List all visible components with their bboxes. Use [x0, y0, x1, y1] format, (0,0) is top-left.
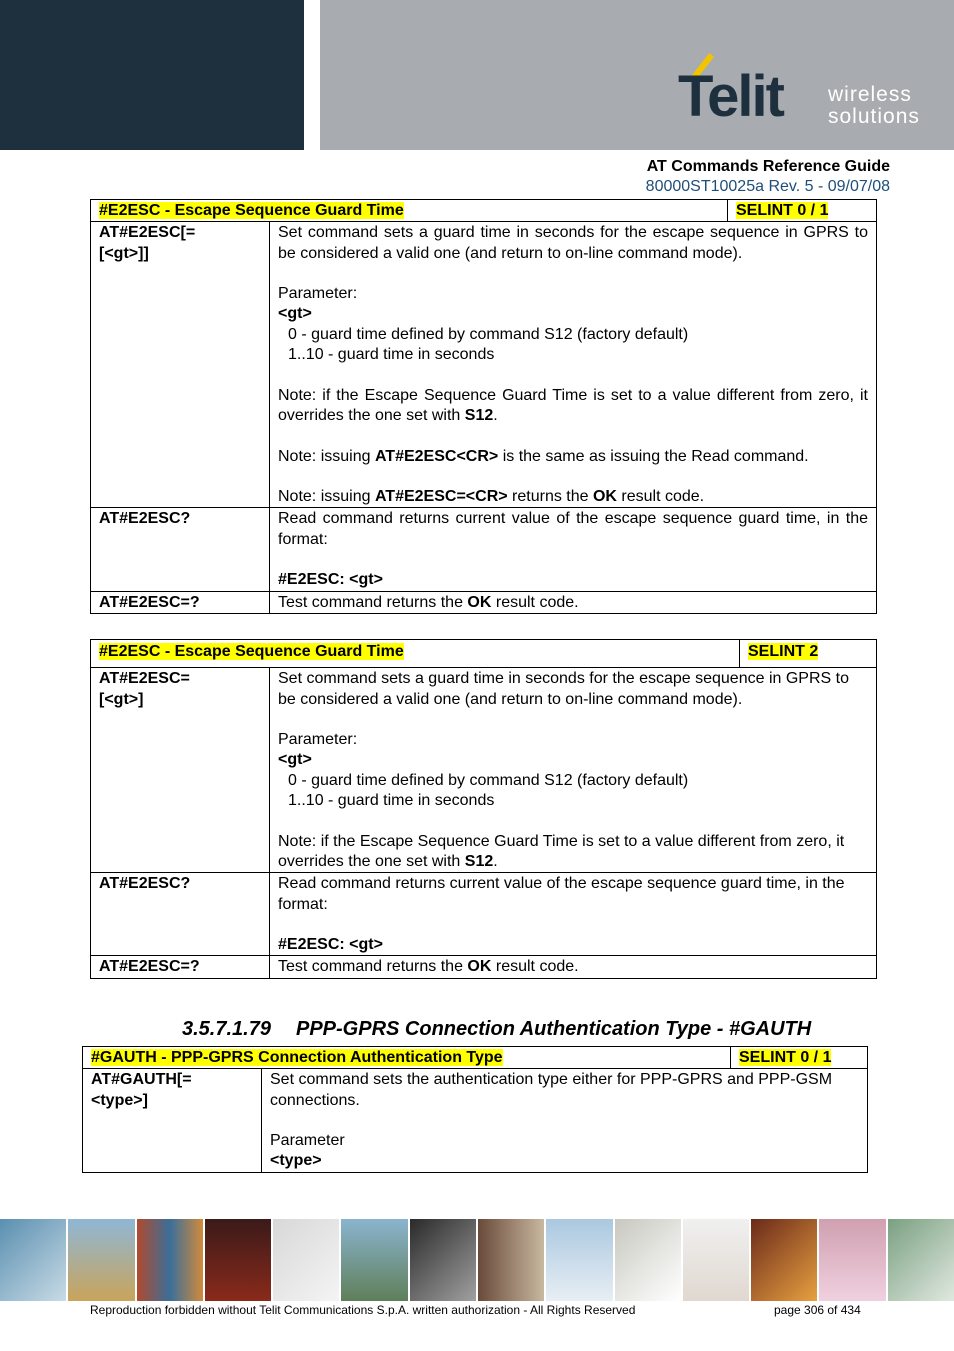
logo-tagline: wireless solutions: [828, 83, 920, 128]
set-command-description: Set command sets a guard time in seconds for the escape sequence in GPRS to be considered a valid one (and return to on-line command mode). Parameter: <gt> 0 - guard time defined by command S12 (factory default) 1..10 - guard time in seconds Note: if the Escape Sequence Guard Time is set to a value different from zero, it overrides the one set with S12.: [270, 668, 877, 873]
photo-tile: [341, 1219, 407, 1301]
photo-tile: [410, 1219, 476, 1301]
section-heading: [182, 1018, 811, 1041]
note: Note: if the Escape Sequence Guard Time is set to a value different from zero, it overrides the one set with S12.: [278, 386, 868, 424]
read-command-cell: AT#E2ESC?: [91, 508, 270, 591]
photo-tile: [546, 1219, 612, 1301]
read-command-description: Read command returns current value of the escape sequence guard time, in the format: #E2ESC: <gt>: [270, 508, 877, 591]
gauth-table-selint01: [82, 1046, 868, 1173]
selint-badge: SELINT 0 / 1: [736, 202, 829, 219]
table-title: #GAUTH - PPP-GPRS Connection Authentication Type: [91, 1049, 503, 1066]
photo-tile: [205, 1219, 271, 1301]
photo-tile: [68, 1219, 134, 1301]
selint-badge: SELINT 2: [748, 643, 819, 660]
footer-page-number: page 306 of 434: [774, 1303, 861, 1317]
photo-tile: [888, 1219, 954, 1301]
logo-wordmark: Telit: [678, 64, 783, 129]
selint-badge: SELINT 0 / 1: [739, 1049, 832, 1066]
document-title: AT Commands Reference Guide: [646, 158, 890, 175]
e2esc-table-selint01: [90, 199, 877, 614]
note: Note: issuing AT#E2ESC<CR> is the same as issuing the Read command.: [278, 447, 809, 465]
test-command-cell: AT#E2ESC=?: [91, 956, 270, 978]
header-dark-panel: [0, 0, 304, 150]
telit-logo: [678, 46, 938, 136]
table-title: #E2ESC - Escape Sequence Guard Time: [99, 202, 404, 219]
set-command-description: Set command sets the authentication type either for PPP-GPRS and PPP-GSM connections. Parameter <type>: [262, 1069, 868, 1172]
test-command-cell: AT#E2ESC=?: [91, 591, 270, 613]
set-command-cell: AT#E2ESC[= [<gt>]]: [91, 222, 270, 508]
photo-tile: [615, 1219, 681, 1301]
footer-copyright: Reproduction forbidden without Telit Communications S.p.A. written authorization - All Rights Reserved: [90, 1303, 636, 1317]
section-number: 3.5.7.1.79: [182, 1018, 271, 1040]
read-command-cell: AT#E2ESC?: [91, 873, 270, 956]
set-command-cell: AT#E2ESC= [<gt>]: [91, 668, 270, 873]
photo-tile: [819, 1219, 885, 1301]
table-title: #E2ESC - Escape Sequence Guard Time: [99, 643, 404, 660]
photo-tile: [0, 1219, 66, 1301]
set-command-cell: AT#GAUTH[= <type>]: [83, 1069, 262, 1172]
photo-tile: [683, 1219, 749, 1301]
photo-tile: [751, 1219, 817, 1301]
set-command-description: Set command sets a guard time in seconds for the escape sequence in GPRS to be considered a valid one (and return to on-line command mode). Parameter: <gt> 0 - guard time defined by command S12 (factory default) 1..10 - guard time in seconds Note: if the Escape Sequence Guard Time is set to a value different from zero, it overrides the one set with S12. Note: issuing AT#E2ESC<CR> is the same as issuing the Read command. Note: issuing AT#E2ESC=<CR> returns the OK result code.: [270, 222, 877, 508]
read-command-description: Read command returns current value of the escape sequence guard time, in the format: #E2ESC: <gt>: [270, 873, 877, 956]
document-revision: 80000ST10025a Rev. 5 - 09/07/08: [645, 178, 890, 195]
photo-tile: [478, 1219, 544, 1301]
footer-photo-strip: [0, 1219, 954, 1301]
section-title: PPP-GPRS Connection Authentication Type - #GAUTH: [296, 1018, 812, 1040]
test-command-description: Test command returns the OK result code.: [270, 956, 877, 978]
photo-tile: [137, 1219, 203, 1301]
note: Note: if the Escape Sequence Guard Time is set to a value different from zero, it overrides the one set with S12.: [278, 832, 845, 870]
test-command-description: Test command returns the OK result code.: [270, 591, 877, 613]
photo-tile: [273, 1219, 339, 1301]
note: Note: issuing AT#E2ESC=<CR> returns the OK result code.: [278, 488, 705, 506]
e2esc-table-selint2: [90, 639, 877, 979]
